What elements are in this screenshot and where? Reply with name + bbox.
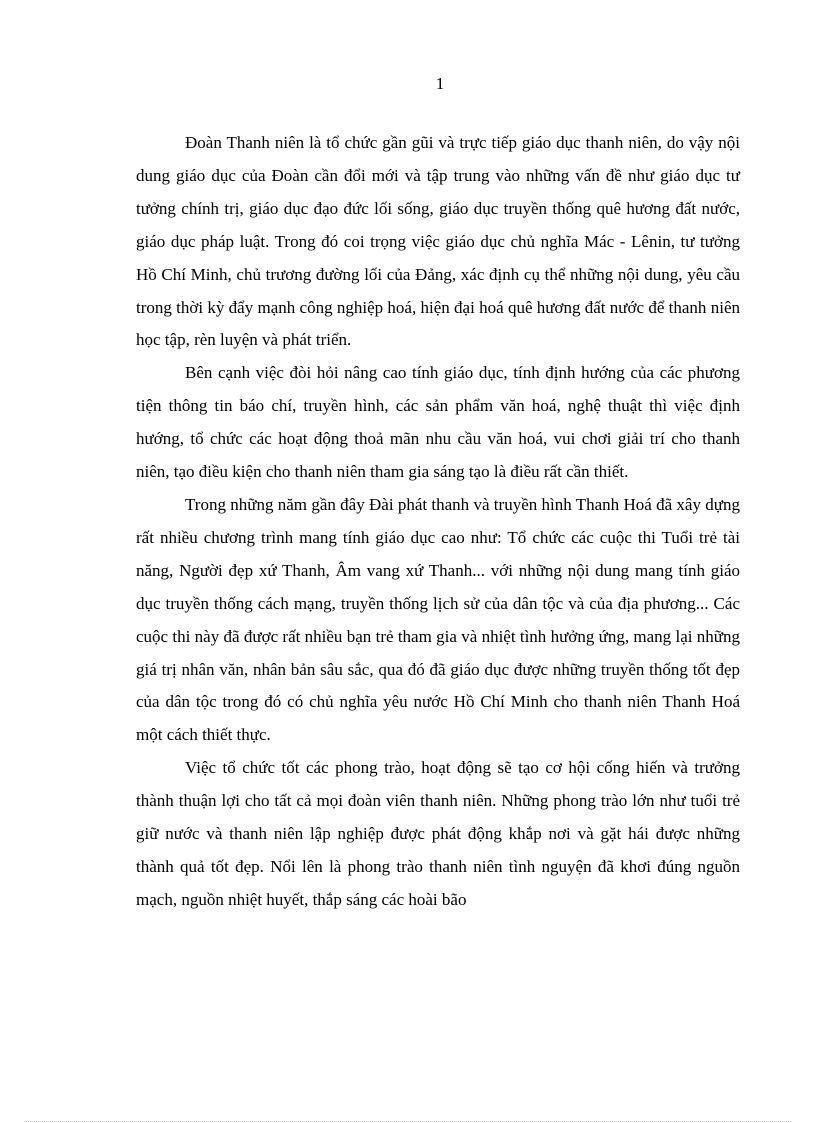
paragraph-1: Đoàn Thanh niên là tổ chức gần gũi và trực tiếp giáo dục thanh niên, do vậy nội dung giáo dục của Đoàn cần đổi mới và tập trung vào những vấn đề như giáo dục tư tưởng chính trị, giáo dục đạo đức lối sống, giáo dục truyền thống quê hương đất nước, giáo dục pháp luật. Trong đó coi trọng việc giáo dục chủ nghĩa Mác - Lênin, tư tưởng Hồ Chí Minh, chủ trương đường lối của Đảng, xác định cụ thể những nội dung, yêu cầu trong thời kỳ đẩy mạnh công nghiệp hoá, hiện đại hoá quê hương đất nước để thanh niên học tập, rèn luyện và phát triển. [136,133,740,350]
document-body [136,127,740,917]
page-number: 1 [435,74,445,93]
paragraph-3: Trong những năm gần đây Đài phát thanh và truyền hình Thanh Hoá đã xây dựng rất nhiều chương trình mang tính giáo dục cao như: Tổ chức các cuộc thi Tuổi trẻ tài năng, Người đẹp xứ Thanh, Âm vang xứ Thanh... với những nội dung mang tính giáo dục truyền thống cách mạng, truyền thống lịch sử của dân tộc và của địa phương... Các cuộc thi này đã được rất nhiều bạn trẻ tham gia và nhiệt tình hưởng ứng, mang lại những giá trị nhân văn, nhân bản sâu sắc, qua đó đã giáo dục được những truyền thống tốt đẹp của dân tộc trong đó có chủ nghĩa yêu nước Hồ Chí Minh cho thanh niên Thanh Hoá một cách thiết thực. [136,494,740,745]
page-bottom-divider [25,1121,791,1122]
paragraph-2: Bên cạnh việc đòi hỏi nâng cao tính giáo dục, tính định hướng của các phương tiện thông tin báo chí, truyền hình, các sản phẩm văn hoá, nghệ thuật thì việc định hướng, tổ chức các hoạt động thoả mãn nhu cầu văn hoá, vui chơi giải trí cho thanh niên, tạo điều kiện cho thanh niên tham gia sáng tạo là điều rất cần thiết. [136,363,740,482]
paragraph-4: Việc tổ chức tốt các phong trào, hoạt động sẽ tạo cơ hội cống hiến và trưởng thành thuận lợi cho tất cả mọi đoàn viên thanh niên. Những phong trào lớn như tuổi trẻ giữ nước và thanh niên lập nghiệp được phát động khắp nơi và gặt hái được những thành quả tốt đẹp. Nổi lên là phong trào thanh niên tình nguyện đã khơi đúng nguồn mạch, nguồn nhiệt huyết, thắp sáng các hoài bão [136,758,740,909]
